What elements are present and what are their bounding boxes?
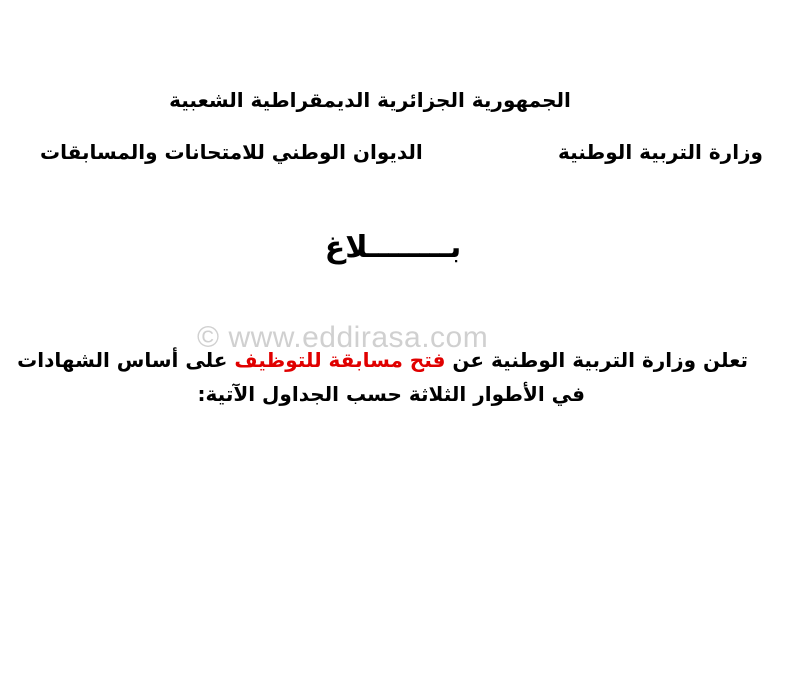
body-text-part2: على أساس الشهادات — [17, 348, 235, 372]
watermark: © www.eddirasa.com — [197, 321, 489, 354]
body-text-part1: تعلن وزارة التربية الوطنية عن — [445, 348, 748, 372]
ministry-heading: وزارة التربية الوطنية — [557, 140, 763, 164]
body-line-2: في الأطوار الثلاثة حسب الجداول الآتية: — [197, 382, 585, 406]
body-line-1 — [17, 343, 748, 377]
republic-heading: الجمهورية الجزائرية الديمقراطية الشعبية — [169, 88, 571, 112]
recruitment-highlight: فتح مسابقة للتوظيف — [234, 348, 446, 372]
announcement-title: بــــــــلاغ — [324, 230, 462, 265]
announcement-body — [17, 343, 748, 411]
exam-office-heading: الديوان الوطني للامتحانات والمسابقات — [40, 140, 423, 164]
